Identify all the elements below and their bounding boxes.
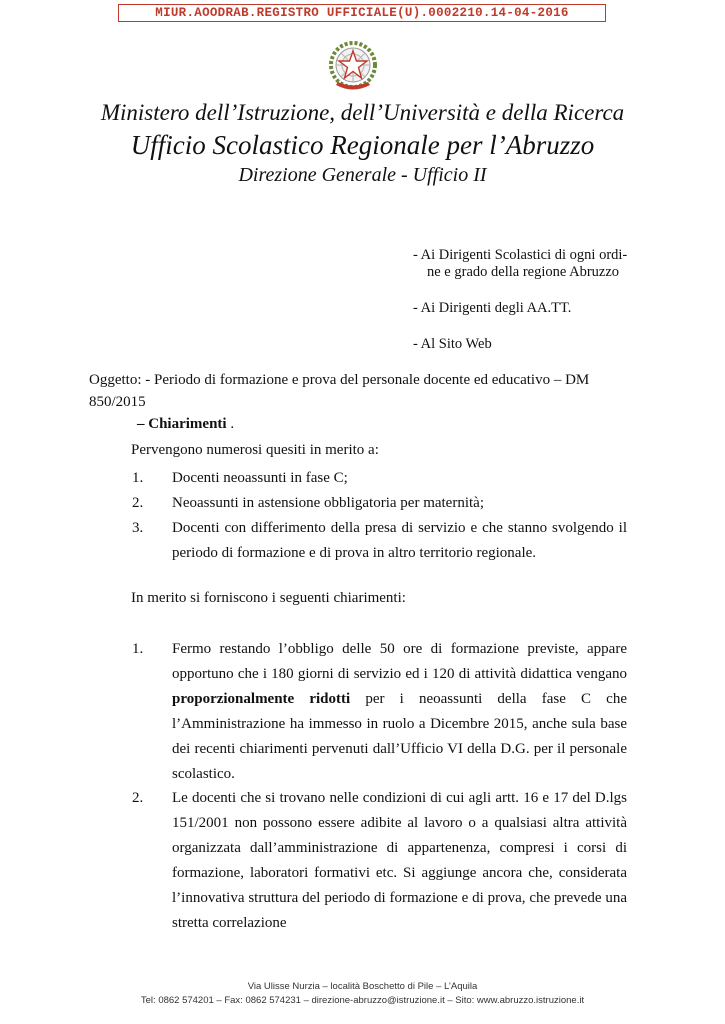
recipient-territorial-heads: - Ai Dirigenti degli AA.TT.: [413, 300, 572, 316]
italian-republic-emblem-icon: [324, 38, 382, 96]
clarifications-intro: In merito si forniscono i seguenti chiarimenti:: [131, 590, 406, 606]
ministry-title: Ministero dell’Istruzione, dell’Università e della Ricerca: [100, 100, 625, 125]
office-title: Ufficio Scolastico Regionale per l’Abruzzo: [130, 130, 595, 160]
point1-bold: proporzionalmente ridotti: [172, 691, 351, 707]
recipients-block: [413, 247, 627, 372]
list-item: 1. Docenti neoassunti in fase C;: [132, 470, 348, 486]
questions-list: [132, 466, 627, 566]
clarification-point-1: 1. Fermo restando l’obbligo delle 50 ore di formazione previste, appare opportuno che i 180 giorni di servizio ed i 120 di attività didattica vengano proporzionalmente ridotti per i neoassunti della fase C che l’Amministrazione ha immesso in ruolo a Dicembre 2015, anche sula base dei recenti chiarimenti pervenuti dall’Ufficio VI della D.G. per il personale scolastico.: [132, 641, 627, 782]
list-item: 3. Docenti con differimento della presa di servizio e che stanno svolgendo il periodo di formazione e di prova in altro territorio regionale.: [132, 520, 627, 561]
recipient-website: - Al Sito Web: [413, 336, 492, 352]
recipient-school-heads: - Ai Dirigenti Scolastici di ogni ordi- ne e grado della regione Abruzzo: [413, 247, 628, 280]
footer-address: Via Ulisse Nurzia – località Boschetto di Pile – L’Aquila: [247, 981, 478, 992]
directorate-title: Direzione Generale - Ufficio II: [238, 164, 487, 186]
subject-bold: Chiarimenti: [148, 416, 227, 432]
footer-contacts: Tel: 0862 574201 – Fax: 0862 574231 – direzione-abruzzo@istruzione.it – Sito: www.abruzzo.istruzione.it: [140, 995, 585, 1006]
subject-line: Oggetto: - Periodo di formazione e prova del personale docente ed educativo – DM 850/2015 – Chiarimenti .: [89, 372, 590, 432]
protocol-stamp: MIUR.AOODRAB.REGISTRO UFFICIALE(U).0002210.14-04-2016: [118, 4, 606, 22]
list-item: 2. Neoassunti in astensione obbligatoria per maternità;: [132, 495, 484, 511]
clarification-point-2: 2. Le docenti che si trovano nelle condizioni di cui agli artt. 16 e 17 del D.lgs 151/2001 non possono essere adibite al lavoro o a qualsiasi altra attività organizzata dall’amministrazione di appartenenza, compresi i corsi di formazione, laboratori formativi etc. Si aggiunge ancora che, considerata l’innovativa struttura del periodo di formazione e di prova, che prevede una stretta correlazione: [132, 790, 627, 931]
intro-paragraph: Pervengono numerosi quesiti in merito a:: [131, 442, 379, 458]
